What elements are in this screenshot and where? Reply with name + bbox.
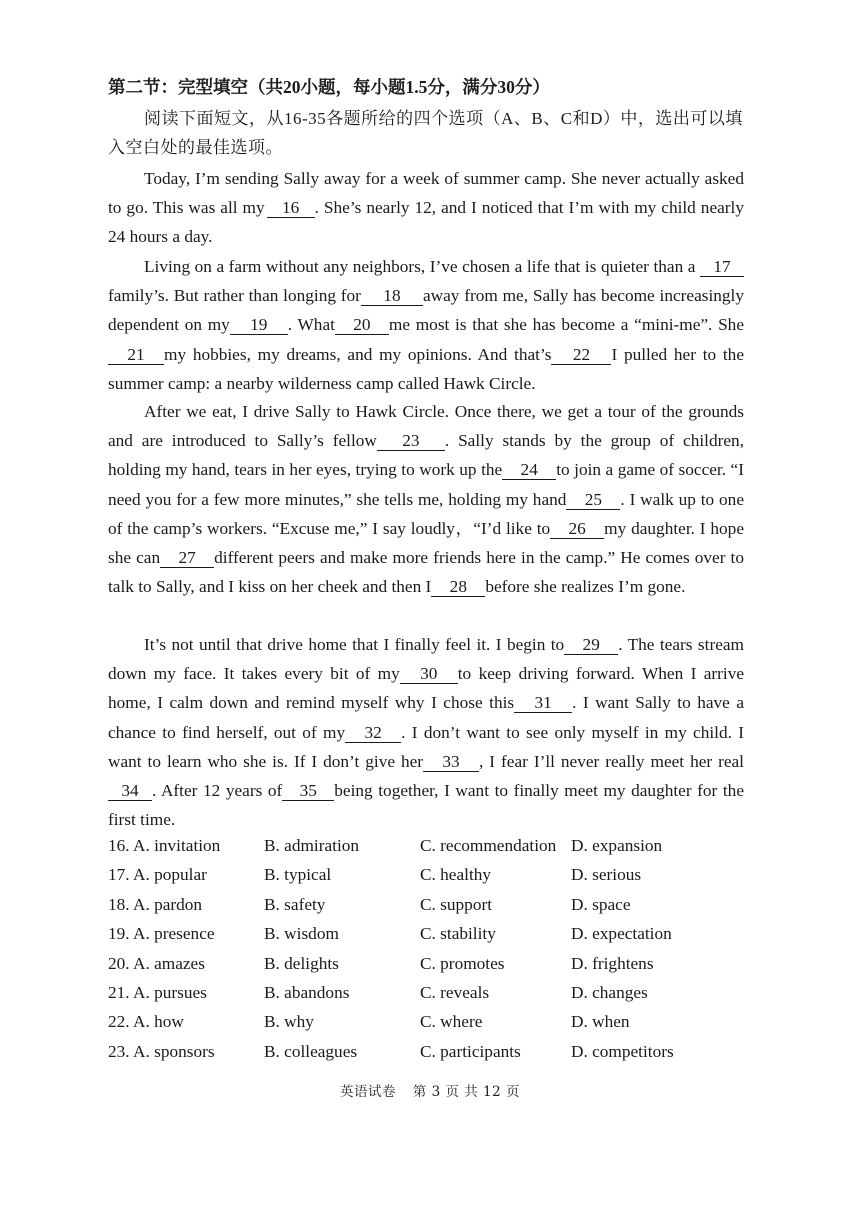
- blank-24: 24: [502, 461, 556, 480]
- option-b: B. admiration: [264, 836, 360, 855]
- passage-text: away from me, Sally has become increasingly dependent on my: [108, 286, 744, 335]
- option-c: C. where: [420, 1012, 483, 1032]
- blank-17: 17: [700, 258, 744, 277]
- passage-text: . She’s nearly 12, and I noticed that I’m with my child nearly 24 hours a day.: [108, 198, 744, 247]
- passage-text: , I fear I’ll never really meet her real: [479, 751, 744, 771]
- blank-16: 16: [267, 199, 315, 218]
- option-d: D. frightens: [571, 953, 654, 973]
- blank-21: 21: [108, 346, 164, 365]
- option-b: B. typical: [264, 865, 332, 885]
- blank-19: 19: [230, 316, 288, 335]
- option-b: B. safety: [264, 894, 326, 914]
- option-c: C. recommendation: [420, 836, 557, 855]
- footer-page-number: 第 3 页 共 12 页: [412, 1084, 521, 1100]
- passage-text: . I don’t want to see only myself in my child. I want to learn who she is. If I don’t give her: [108, 722, 745, 771]
- blank-34: 34: [108, 782, 152, 801]
- option-a: 22. A. how: [108, 1012, 184, 1032]
- option-c: C. support: [420, 894, 493, 914]
- blank-23: 23: [377, 432, 445, 451]
- blank-20: 20: [335, 316, 389, 335]
- option-a: 16. A. invitation: [108, 836, 221, 855]
- blank-26: 26: [550, 520, 604, 539]
- option-b: B. colleagues: [264, 1041, 358, 1061]
- blank-29: 29: [564, 636, 618, 655]
- option-a: 23. A. sponsors: [108, 1041, 215, 1061]
- passage-text: being together, I want to finally meet my daughter for the first time.: [108, 781, 744, 830]
- passage-text: Today, I’m sending Sally away for a week of summer camp. She never actually asked to go. This was all my: [108, 169, 744, 218]
- passage-text: . After 12 years of: [152, 781, 283, 801]
- blank-30: 30: [400, 665, 458, 684]
- option-b: B. wisdom: [264, 924, 339, 944]
- passage-text: to keep driving forward. When I arrive home, I calm down and remind myself why I chose this: [108, 664, 745, 713]
- option-row-23: [108, 1042, 748, 1071]
- option-c: C. stability: [420, 924, 496, 944]
- blank-18: 18: [361, 287, 423, 306]
- option-b: B. why: [264, 1012, 314, 1032]
- passage-text: different peers and make more friends here in the camp.” He comes over to talk to Sally, and I kiss on her cheek and then I: [108, 548, 745, 597]
- passage-text: . I walk up to one of the camp’s workers. “Excuse me,” I say loudly，“I’d like to: [108, 489, 744, 538]
- option-c: C. healthy: [420, 865, 492, 885]
- option-b: B. abandons: [264, 982, 350, 1002]
- passage-text: After we eat, I drive Sally to Hawk Circle. Once there, we get a tour of the grounds and are introduced to Sally’s fellow: [108, 402, 744, 451]
- blank-27: 27: [160, 549, 214, 568]
- passage-text: Living on a farm without any neighbors, I’ve chosen a life that is quieter than a: [144, 257, 696, 276]
- section-title: 第二节：完型填空（共20小题，每小题1.5分，满分30分）: [108, 77, 550, 97]
- passage-paragraph-2: [108, 252, 744, 398]
- blank-32: 32: [345, 724, 401, 743]
- passage-paragraph-1: [108, 164, 744, 252]
- blank-25: 25: [566, 491, 620, 510]
- option-row-20: [108, 954, 748, 983]
- passage-text: . Sally stands by the group of children, holding my hand, tears in her eyes, trying to work up the: [108, 431, 744, 480]
- option-d: D. competitors: [571, 1041, 674, 1061]
- passage-paragraph-4: [108, 630, 744, 834]
- option-d: D. expansion: [571, 836, 663, 855]
- option-row-18: [108, 895, 748, 924]
- option-d: D. serious: [571, 865, 642, 885]
- option-a: 19. A. presence: [108, 924, 215, 944]
- passage-text: my daughter. I hope she can: [108, 518, 744, 568]
- blank-33: 33: [423, 753, 479, 772]
- passage-text: my hobbies, my dreams, and my opinions. And that’s: [164, 344, 552, 364]
- options-list: [108, 836, 748, 1071]
- option-d: D. changes: [571, 982, 648, 1002]
- option-row-19: [108, 924, 748, 953]
- option-row-22: [108, 1012, 748, 1041]
- passage-text: me most is that she has become a “mini-me”. She: [388, 315, 744, 335]
- option-d: D. expectation: [571, 924, 672, 944]
- option-c: C. participants: [420, 1041, 521, 1061]
- passage-text: It’s not until that drive home that I finally feel it. I begin to: [144, 635, 565, 654]
- option-c: C. reveals: [420, 982, 490, 1002]
- option-a: 20. A. amazes: [108, 953, 205, 973]
- option-row-17: [108, 865, 748, 894]
- option-row-16: [108, 836, 748, 865]
- option-a: 21. A. pursues: [108, 982, 207, 1002]
- page-footer: [0, 1080, 860, 1100]
- blank-22: 22: [551, 346, 611, 365]
- blank-35: 35: [282, 782, 334, 801]
- passage-text: I pulled her to the summer camp: a nearby wilderness camp called Hawk Circle.: [108, 344, 744, 393]
- passage-text: family’s. But rather than longing for: [108, 286, 361, 306]
- passage-paragraph-3: [108, 397, 744, 601]
- footer-subject: 英语试卷: [339, 1084, 396, 1100]
- passage-text: . What: [287, 315, 335, 335]
- option-a: 18. A. pardon: [108, 894, 203, 914]
- passage-text: before she realizes I’m gone.: [485, 577, 686, 597]
- blank-28: 28: [431, 578, 485, 597]
- option-b: B. delights: [264, 953, 339, 973]
- option-row-21: [108, 983, 748, 1012]
- option-d: D. when: [571, 1012, 630, 1032]
- option-c: C. promotes: [420, 953, 505, 973]
- section-instruction: 阅读下面短文，从16-35各题所给的四个选项（A、B、C和D）中，选出可以填入空白处的最佳选项。: [108, 109, 743, 157]
- passage-text: . The tears stream down my face. It takes every bit of my: [108, 635, 744, 684]
- blank-31: 31: [514, 694, 572, 713]
- passage-text: . I want Sally to have a chance to find herself, out of my: [108, 693, 744, 742]
- passage-text: to join a game of soccer. “I need you for a few more minutes,” she tells me, holding my hand: [108, 460, 744, 509]
- option-d: D. space: [571, 894, 631, 914]
- option-a: 17. A. popular: [108, 865, 207, 885]
